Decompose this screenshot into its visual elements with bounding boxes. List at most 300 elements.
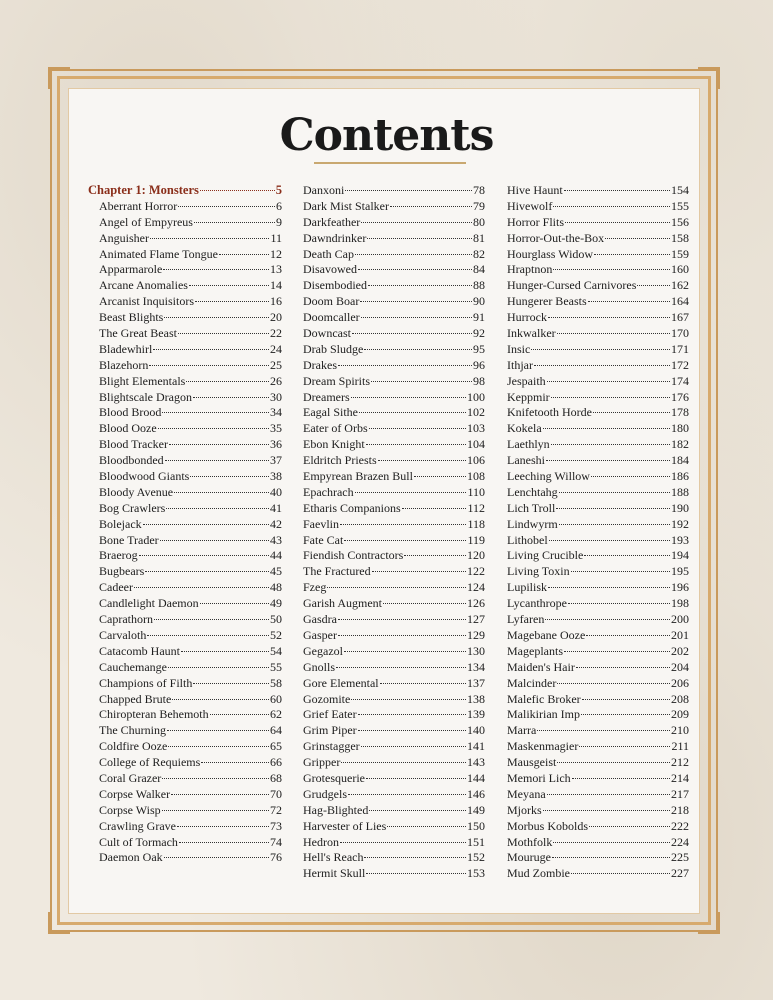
dot-leader (369, 800, 466, 811)
entry-page-number: 90 (473, 294, 485, 309)
entry-page-number: 95 (473, 341, 485, 356)
dot-leader (355, 482, 467, 493)
toc-column-3 (507, 183, 689, 882)
entry-title: Mouruge (507, 850, 551, 865)
entry-page-number: 92 (473, 326, 485, 341)
entry-title: College of Requiems (99, 755, 201, 770)
entry-title: Chapped Brute (99, 691, 172, 706)
dot-leader (361, 212, 472, 223)
entry-title: Eagal Sithe (303, 405, 358, 420)
dot-leader (543, 418, 670, 429)
entry-page-number: 91 (473, 310, 485, 325)
entry-title: Hive Haunt (507, 183, 563, 197)
entry-page-number: 30 (270, 389, 282, 404)
toc-entry[interactable] (303, 866, 485, 882)
entry-title: Dark Mist Stalker (303, 198, 389, 213)
entry-title: Lyfaren (507, 612, 545, 627)
entry-page-number: 139 (467, 707, 485, 722)
entry-title: Coral Grazer (99, 770, 162, 785)
entry-page-number: 66 (270, 755, 282, 770)
entry-page-number: 129 (467, 627, 485, 642)
entry-page-number: 34 (270, 405, 282, 420)
dot-leader (548, 577, 670, 588)
entry-page-number: 96 (473, 357, 485, 372)
entry-title: Ithjar (507, 357, 533, 372)
entry-title: Keppmir (507, 389, 550, 404)
entry-title: Grotesquerie (303, 770, 365, 785)
dot-leader (571, 863, 670, 874)
dot-leader (360, 291, 472, 302)
entry-page-number: 160 (671, 262, 689, 277)
dot-leader (369, 418, 466, 429)
dot-leader (143, 514, 269, 525)
dot-leader (344, 641, 466, 652)
entry-page-number: 6 (276, 198, 282, 213)
dot-leader (158, 418, 269, 429)
entry-page-number: 40 (270, 484, 282, 499)
entry-page-number: 217 (671, 786, 689, 801)
entry-page-number: 58 (270, 675, 282, 690)
dot-leader (579, 736, 670, 747)
dot-leader (145, 561, 269, 572)
entry-page-number: 158 (671, 230, 689, 245)
entry-page-number: 198 (671, 596, 689, 611)
dot-leader (582, 689, 670, 700)
entry-title: Gnolls (303, 659, 336, 674)
entry-page-number: 162 (671, 278, 689, 293)
entry-title: The Churning (99, 723, 166, 738)
entry-page-number: 152 (467, 850, 485, 865)
dot-leader (589, 816, 670, 827)
entry-title: Maskenmagier (507, 739, 579, 754)
entry-page-number: 12 (270, 246, 282, 261)
dot-leader (178, 196, 275, 207)
dot-leader (367, 228, 472, 239)
entry-title: Cauchemange (99, 659, 167, 674)
dot-leader (557, 673, 670, 684)
entry-page-number: 38 (270, 469, 282, 484)
dot-leader (565, 212, 670, 223)
entry-page-number: 78 (473, 183, 485, 197)
dot-leader (340, 514, 466, 525)
dot-leader (568, 593, 670, 604)
frame-corner-ornament (48, 912, 70, 934)
dot-leader (366, 863, 466, 874)
dot-leader (181, 641, 269, 652)
dot-leader (380, 673, 466, 684)
entry-page-number: 79 (473, 198, 485, 213)
entry-page-number: 20 (270, 310, 282, 325)
entry-title: Fate Cat (303, 532, 344, 547)
dot-leader (177, 816, 269, 827)
entry-title: Bone Trader (99, 532, 159, 547)
entry-page-number: 50 (270, 612, 282, 627)
entry-page-number: 134 (467, 659, 485, 674)
entry-page-number: 36 (270, 437, 282, 452)
dot-leader (586, 625, 670, 636)
dot-leader (534, 355, 670, 366)
dot-leader (359, 402, 466, 413)
dot-leader (358, 704, 466, 715)
entry-page-number: 48 (270, 580, 282, 595)
entry-page-number: 98 (473, 373, 485, 388)
entry-title: Angel of Empyreus (99, 214, 193, 229)
entry-title: Morbus Kobolds (507, 818, 589, 833)
entry-title: Lithobel (507, 532, 548, 547)
entry-title: Arcane Anomalies (99, 278, 188, 293)
entry-page-number: 137 (467, 675, 485, 690)
entry-page-number: 153 (467, 866, 485, 881)
entry-page-number: 195 (671, 564, 689, 579)
dot-leader (531, 339, 670, 350)
dot-leader (338, 355, 472, 366)
entry-title: Caprathorn (99, 612, 153, 627)
title-underline (314, 162, 466, 164)
entry-page-number: 154 (671, 183, 689, 197)
entry-title: Hermit Skull (303, 866, 366, 881)
entry-title: Hell's Reach (303, 850, 364, 865)
entry-page-number: 26 (270, 373, 282, 388)
dot-leader (547, 371, 670, 382)
dot-leader (348, 784, 466, 795)
entry-title: Darkfeather (303, 214, 361, 229)
entry-page-number: 170 (671, 326, 689, 341)
entry-page-number: 212 (671, 755, 689, 770)
entry-title: Lindwyrm (507, 516, 558, 531)
entry-page-number: 141 (467, 739, 485, 754)
entry-title: Horror-Out-the-Box (507, 230, 605, 245)
entry-page-number: 188 (671, 484, 689, 499)
entry-page-number: 193 (671, 532, 689, 547)
dot-leader (171, 784, 269, 795)
entry-title: Lupilisk (507, 580, 548, 595)
entry-page-number: 214 (671, 770, 689, 785)
entry-page-number: 201 (671, 627, 689, 642)
entry-page-number: 80 (473, 214, 485, 229)
entry-page-number: 52 (270, 627, 282, 642)
dot-leader (219, 244, 269, 255)
entry-page-number: 224 (671, 834, 689, 849)
dot-leader (594, 244, 670, 255)
entry-page-number: 180 (671, 421, 689, 436)
entry-title: Blazehorn (99, 357, 149, 372)
entry-page-number: 120 (467, 548, 485, 563)
entry-title: Bloodbonded (99, 453, 164, 468)
entry-title: Aberrant Horror (99, 198, 178, 213)
dot-leader (163, 259, 269, 270)
dot-leader (390, 196, 472, 207)
entry-title: Gripper (303, 755, 341, 770)
entry-title: Mothfolk (507, 834, 553, 849)
dot-leader (371, 371, 472, 382)
entry-page-number: 88 (473, 278, 485, 293)
dot-leader (172, 689, 269, 700)
entry-title: Hourglass Widow (507, 246, 594, 261)
frame-corner-ornament (698, 67, 720, 89)
entry-title: Bloody Avenue (99, 484, 174, 499)
entry-page-number: 146 (467, 786, 485, 801)
entry-title: Malefic Broker (507, 691, 581, 706)
entry-title: Hivewolf (507, 198, 553, 213)
entry-page-number: 210 (671, 723, 689, 738)
entry-title: Maiden's Hair (507, 659, 575, 674)
entry-title: Epachrach (303, 484, 354, 499)
entry-title: Ebon Knight (303, 437, 365, 452)
entry-page-number: 25 (270, 357, 282, 372)
dot-leader (210, 704, 269, 715)
entry-page-number: 122 (467, 564, 485, 579)
entry-page-number: 182 (671, 437, 689, 452)
entry-title: Hedron (303, 834, 339, 849)
entry-page-number: 110 (467, 484, 485, 499)
dot-leader (167, 720, 269, 731)
entry-title: Mjorks (507, 802, 542, 817)
entry-page-number: 54 (270, 643, 282, 658)
entry-title: Crawling Grave (99, 818, 176, 833)
dot-leader (593, 402, 670, 413)
entry-page-number: 164 (671, 294, 689, 309)
entry-page-number: 24 (270, 341, 282, 356)
dot-leader (366, 768, 466, 779)
dot-leader (165, 450, 269, 461)
entry-title: Fzeg (303, 580, 327, 595)
entry-page-number: 144 (467, 770, 485, 785)
entry-page-number: 43 (270, 532, 282, 547)
entry-title: Eater of Orbs (303, 421, 368, 436)
dot-leader (179, 832, 269, 843)
entry-page-number: 150 (467, 818, 485, 833)
dot-leader (358, 259, 472, 270)
entry-page-number: 64 (270, 723, 282, 738)
entry-title: Danxoni (303, 183, 345, 197)
dot-leader (584, 545, 670, 556)
dot-leader (545, 609, 670, 620)
dot-leader (557, 752, 670, 763)
entry-page-number: 102 (467, 405, 485, 420)
dot-leader (572, 768, 670, 779)
entry-title: Laethlyn (507, 437, 550, 452)
entry-page-number: 208 (671, 691, 689, 706)
entry-page-number: 222 (671, 818, 689, 833)
entry-page-number: 184 (671, 453, 689, 468)
entry-title: Harvester of Lies (303, 818, 387, 833)
entry-title: Gozomite (303, 691, 351, 706)
entry-page-number: 202 (671, 643, 689, 658)
dot-leader (546, 450, 670, 461)
dot-leader (166, 498, 269, 509)
dot-leader (383, 593, 466, 604)
entry-title: Dream Spirits (303, 373, 370, 388)
entry-title: Bolejack (99, 516, 142, 531)
entry-title: Laneshi (507, 453, 545, 468)
entry-page-number: 108 (467, 469, 485, 484)
entry-page-number: 44 (270, 548, 282, 563)
entry-page-number: 14 (270, 278, 282, 293)
entry-title: Hungerer Beasts (507, 294, 587, 309)
dot-leader (341, 752, 466, 763)
dot-leader (364, 847, 466, 858)
entry-page-number: 211 (671, 739, 689, 754)
entry-title: Memori Lich (507, 770, 571, 785)
entry-title: Daemon Oak (99, 850, 163, 865)
dot-leader (543, 800, 670, 811)
entry-page-number: 16 (270, 294, 282, 309)
entry-title: Gegazol (303, 643, 343, 658)
dot-leader (336, 657, 466, 668)
entry-page-number: 171 (671, 341, 689, 356)
dot-leader (168, 657, 269, 668)
dot-leader (154, 609, 269, 620)
entry-page-number: 155 (671, 198, 689, 213)
chapter-page-number: 5 (275, 183, 282, 197)
entry-title: Blood Ooze (99, 421, 157, 436)
dot-leader (378, 450, 466, 461)
dot-leader (162, 402, 269, 413)
entry-page-number: 112 (467, 500, 485, 515)
entry-title: Gasdra (303, 612, 337, 627)
entry-page-number: 149 (467, 802, 485, 817)
dot-leader (551, 387, 670, 398)
entry-page-number: 42 (270, 516, 282, 531)
dot-leader (547, 784, 670, 795)
dot-leader (340, 832, 466, 843)
entry-title: Insic (507, 341, 531, 356)
entry-page-number: 55 (270, 659, 282, 674)
entry-page-number: 119 (467, 532, 485, 547)
entry-page-number: 124 (467, 580, 485, 595)
dot-leader (168, 736, 269, 747)
dot-leader (169, 434, 269, 445)
entry-page-number: 106 (467, 453, 485, 468)
dot-leader (162, 768, 269, 779)
dot-leader (588, 291, 670, 302)
entry-title: Lich Troll (507, 500, 556, 515)
entry-title: Lycanthrope (507, 596, 567, 611)
entry-title: Grudgels (303, 786, 347, 801)
dot-leader (556, 498, 670, 509)
dot-leader (355, 244, 472, 255)
entry-title: Disavowed (303, 262, 357, 277)
entry-title: Hunger-Cursed Carnivores (507, 278, 637, 293)
entry-title: Chiropteran Behemoth (99, 707, 209, 722)
entry-page-number: 68 (270, 770, 282, 785)
entry-title: Corpse Walker (99, 786, 171, 801)
entry-title: Living Crucible (507, 548, 584, 563)
dot-leader (150, 228, 269, 239)
entry-title: The Fractured (303, 564, 371, 579)
entry-page-number: 103 (467, 421, 485, 436)
entry-page-number: 196 (671, 580, 689, 595)
entry-title: Hurrock (507, 310, 547, 325)
dot-leader (366, 434, 466, 445)
entry-page-number: 204 (671, 659, 689, 674)
entry-page-number: 81 (473, 230, 485, 245)
dot-leader (549, 530, 670, 541)
entry-title: Leeching Willow (507, 469, 590, 484)
toc-entry[interactable] (88, 850, 282, 866)
dot-leader (581, 704, 670, 715)
entry-page-number: 206 (671, 675, 689, 690)
entry-title: Mud Zombie (507, 866, 570, 881)
entry-title: Garish Augment (303, 596, 382, 611)
entry-page-number: 22 (270, 326, 282, 341)
dot-leader (361, 307, 472, 318)
dot-leader (553, 259, 670, 270)
entry-title: Death Cap (303, 246, 354, 261)
entry-title: Horror Flits (507, 214, 564, 229)
toc-column-2 (303, 183, 485, 882)
entry-title: Hraptnon (507, 262, 553, 277)
entry-page-number: 127 (467, 612, 485, 627)
dot-leader (537, 720, 670, 731)
entry-title: Candlelight Daemon (99, 596, 199, 611)
entry-page-number: 192 (671, 516, 689, 531)
dot-leader (351, 689, 466, 700)
entry-page-number: 13 (270, 262, 282, 277)
entry-title: Malikirian Imp (507, 707, 580, 722)
dot-leader (591, 466, 670, 477)
entry-title: Meyana (507, 786, 546, 801)
dot-leader (195, 291, 269, 302)
frame-corner-ornament (48, 67, 70, 89)
entry-title: Grim Piper (303, 723, 357, 738)
dot-leader (553, 832, 670, 843)
entry-title: Animated Flame Tongue (99, 246, 218, 261)
dot-leader (637, 275, 670, 286)
entry-title: Grinstagger (303, 739, 360, 754)
toc-entry[interactable] (507, 866, 689, 882)
entry-title: Cult of Tormach (99, 834, 178, 849)
entry-page-number: 225 (671, 850, 689, 865)
dot-leader (200, 593, 269, 604)
frame-corner-ornament (698, 912, 720, 934)
entry-title: Corpse Wisp (99, 802, 161, 817)
entry-title: Malcinder (507, 675, 557, 690)
dot-leader (164, 307, 269, 318)
entry-title: Living Toxin (507, 564, 570, 579)
entry-title: Arcanist Inquisitors (99, 294, 194, 309)
dot-leader (352, 323, 472, 334)
dot-leader (201, 752, 269, 763)
entry-page-number: 11 (270, 230, 282, 245)
entry-page-number: 143 (467, 755, 485, 770)
dot-leader (194, 212, 275, 223)
entry-title: Drab Sludge (303, 341, 364, 356)
entry-title: Kokela (507, 421, 542, 436)
entry-title: Drakes (303, 357, 337, 372)
chapter-title: Chapter 1: Monsters (88, 183, 199, 197)
entry-page-number: 35 (270, 421, 282, 436)
entry-page-number: 62 (270, 707, 282, 722)
entry-page-number: 130 (467, 643, 485, 658)
dot-leader (571, 561, 670, 572)
dot-leader (364, 339, 472, 350)
entry-title: Jespaith (507, 373, 546, 388)
entry-title: Dawndrinker (303, 230, 367, 245)
entry-title: Blood Tracker (99, 437, 168, 452)
entry-page-number: 178 (671, 405, 689, 420)
entry-title: Grief Eater (303, 707, 357, 722)
dot-leader (358, 720, 466, 731)
dot-leader (387, 816, 466, 827)
entry-page-number: 151 (467, 834, 485, 849)
entry-page-number: 84 (473, 262, 485, 277)
dot-leader (178, 323, 269, 334)
dot-leader (551, 434, 670, 445)
page-title: Contents (279, 110, 494, 161)
dot-leader (153, 339, 269, 350)
entry-page-number: 9 (276, 214, 282, 229)
